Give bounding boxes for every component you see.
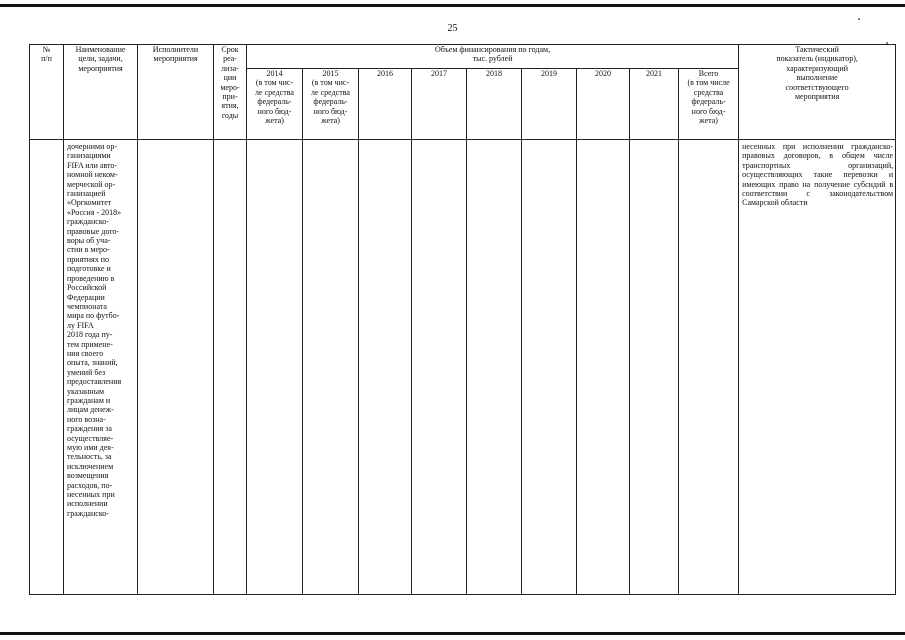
header-executors: Исполнители мероприятия [138, 45, 214, 140]
scan-speck [858, 18, 860, 20]
header-year-2014: 2014 (в том чис- ле средства федераль- ного бюд- жета) [247, 69, 303, 140]
header-year-2016: 2016 [359, 69, 412, 140]
financing-table [29, 44, 896, 595]
header-name: Наименование цели, задачи, мероприятия [64, 45, 138, 140]
cell-2018 [467, 140, 522, 595]
scan-speck [886, 42, 888, 44]
header-total: Всего (в том числе средства федераль- ного бюд- жета) [679, 69, 739, 140]
header-year-2019: 2019 [522, 69, 577, 140]
cell-total [679, 140, 739, 595]
header-year-2021: 2021 [630, 69, 679, 140]
header-indicator: Тактический показатель (индикатор), характеризующий выполнение соответствующего мероприятия [739, 45, 896, 140]
header-year-2015: 2015 (в том чис- ле средства федераль- ного бюд- жета) [303, 69, 359, 140]
cell-indicator: несенных при исполнении гражданско-правовых договоров, в общем числе транспортных организаций, осуществляющих такие перевозки и имеющих право на получение субсидий в соответствии с законодательством Самарской области [739, 140, 896, 595]
cell-2019 [522, 140, 577, 595]
cell-2015 [303, 140, 359, 595]
cell-number [30, 140, 64, 595]
header-number: № п/п [30, 45, 64, 140]
cell-2017 [412, 140, 467, 595]
cell-2016 [359, 140, 412, 595]
cell-2014 [247, 140, 303, 595]
cell-2021 [630, 140, 679, 595]
header-financing: Объем финансирования по годам, тыс. рублей [247, 45, 739, 69]
header-term: Срок реа- лиза- ции меро- при- ятия, годы [214, 45, 247, 140]
header-year-2020: 2020 [577, 69, 630, 140]
top-rule [0, 4, 905, 7]
cell-term [214, 140, 247, 595]
header-year-2018: 2018 [467, 69, 522, 140]
bottom-rule [0, 632, 905, 635]
page-number: 25 [447, 23, 458, 34]
table-row [30, 140, 896, 595]
cell-2020 [577, 140, 630, 595]
cell-name: дочерними ор- ганизациями FIFA или авто- номной неком- мерческой ор- ганизацией «Оргкомитет «Россия - 2018» гражданско- правовые дого- воры об уча- стии в меро- приятиях по подготовке и проведению в Российской Федерации чемпионата мира по футбо- лу FIFA 2018 года пу- тем примене- ния своего опыта, знаний, умений без предоставления указанным гражданам и лицам денеж- ного возна- граждения за осуществляе- мую ими дея- тельность, за исключением возмещения расходов, по- несенных при исполнении гражданско- [64, 140, 138, 595]
header-year-2017: 2017 [412, 69, 467, 140]
cell-executors [138, 140, 214, 595]
